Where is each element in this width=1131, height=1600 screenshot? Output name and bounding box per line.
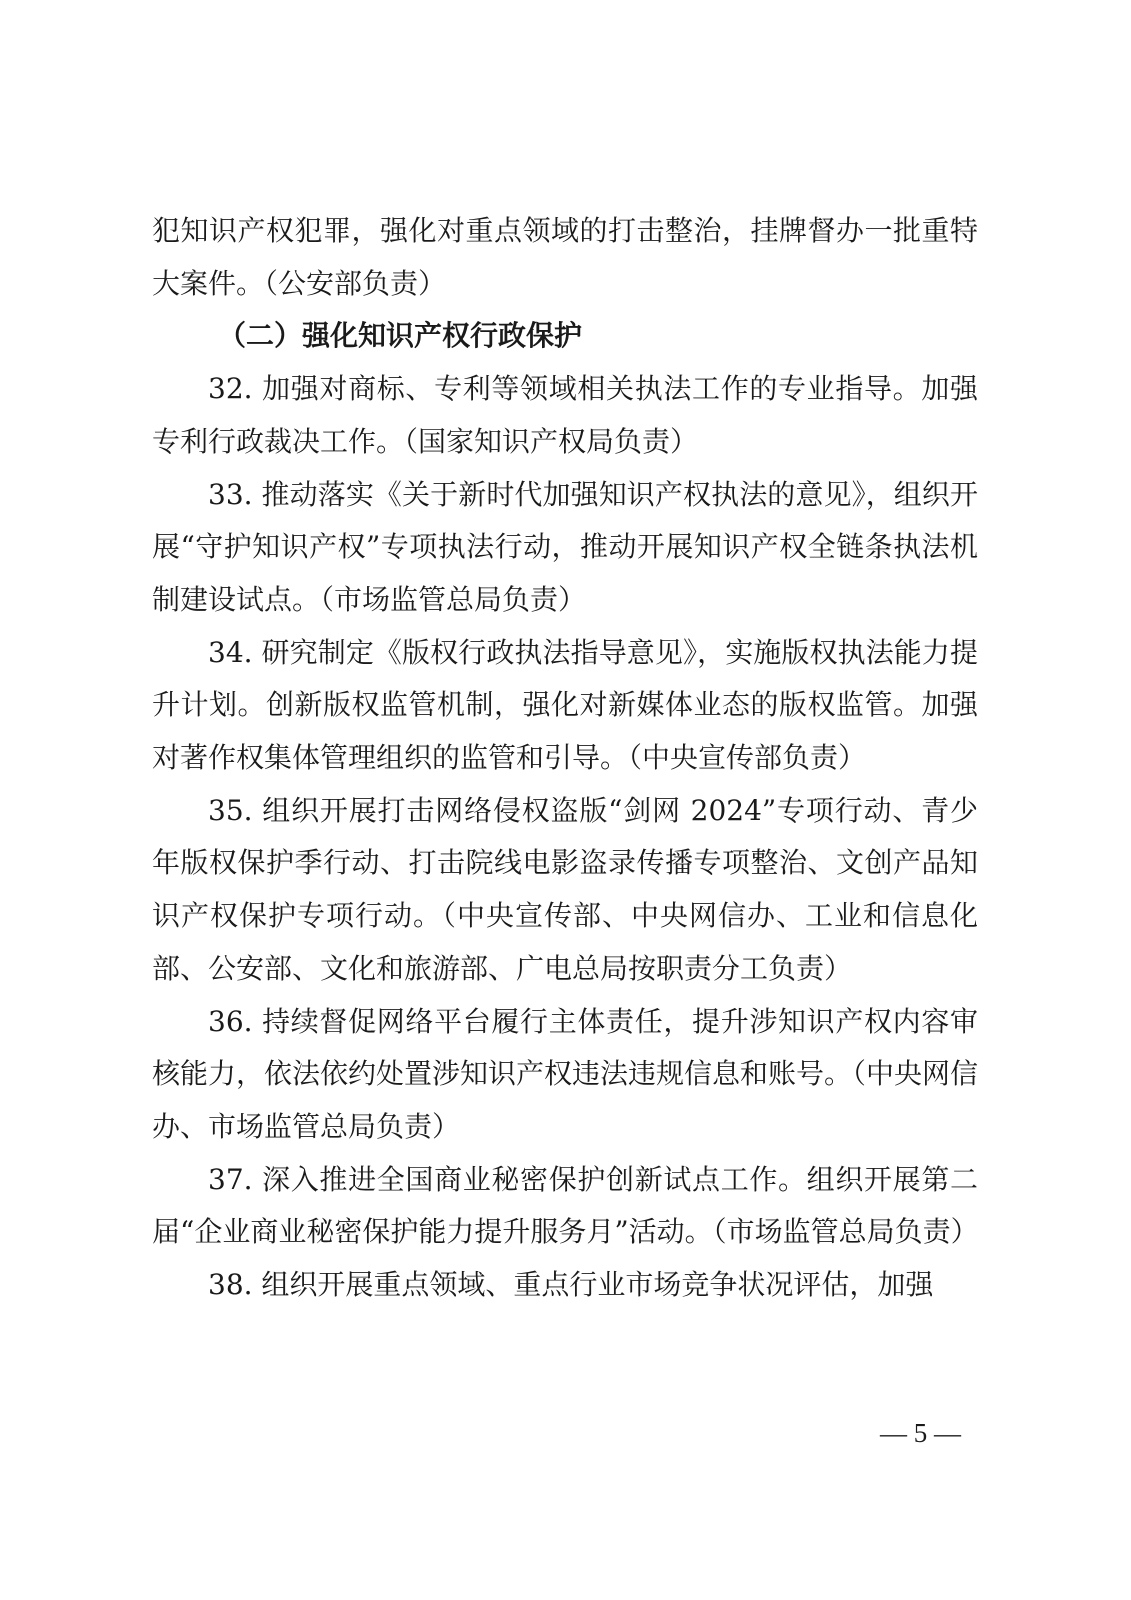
section-heading: （二）强化知识产权行政保护	[218, 319, 583, 353]
paragraph-item-35: 35. 组织开展打击网络侵权盗版“剑网 2024”专项行动、青少年版权保护季行动、打击院线电影盗录传播专项整治、文创产品知识产权保护专项行动。（中央宣传部、中央网信办、工业和信息化部、公安部、文化和旅游部、广电总局按职责分工负责）	[152, 793, 978, 985]
paragraph-item-33: 33. 推动落实《关于新时代加强知识产权执法的意见》，组织开展“守护知识产权”专项执法行动，推动开展知识产权全链条执法机制建设试点。（市场监管总局负责）	[152, 477, 978, 616]
paragraph-item-38: 38. 组织开展重点领域、重点行业市场竞争状况评估，加强	[208, 1268, 934, 1302]
document-body	[152, 205, 978, 1312]
paragraph-continued: 犯知识产权犯罪，强化对重点领域的打击整治，挂牌督办一批重特大案件。（公安部负责）	[152, 214, 978, 300]
paragraph-item-34: 34. 研究制定《版权行政执法指导意见》，实施版权执法能力提升计划。创新版权监管机制，强化对新媒体业态的版权监管。加强对著作权集体管理组织的监管和引导。（中央宣传部负责）	[152, 635, 978, 775]
page-number: — 5 —	[880, 1418, 961, 1448]
paragraph-item-36: 36. 持续督促网络平台履行主体责任，提升涉知识产权内容审核能力，依法依约处置涉知识产权违法违规信息和账号。（中央网信办、市场监管总局负责）	[152, 1004, 979, 1143]
paragraph-item-32: 32. 加强对商标、专利等领域相关执法工作的专业指导。加强专利行政裁决工作。（国家知识产权局负责）	[152, 372, 978, 458]
paragraph-item-37: 37. 深入推进全国商业秘密保护创新试点工作。组织开展第二届“企业商业秘密保护能力提升服务月”活动。（市场监管总局负责）	[152, 1162, 979, 1249]
